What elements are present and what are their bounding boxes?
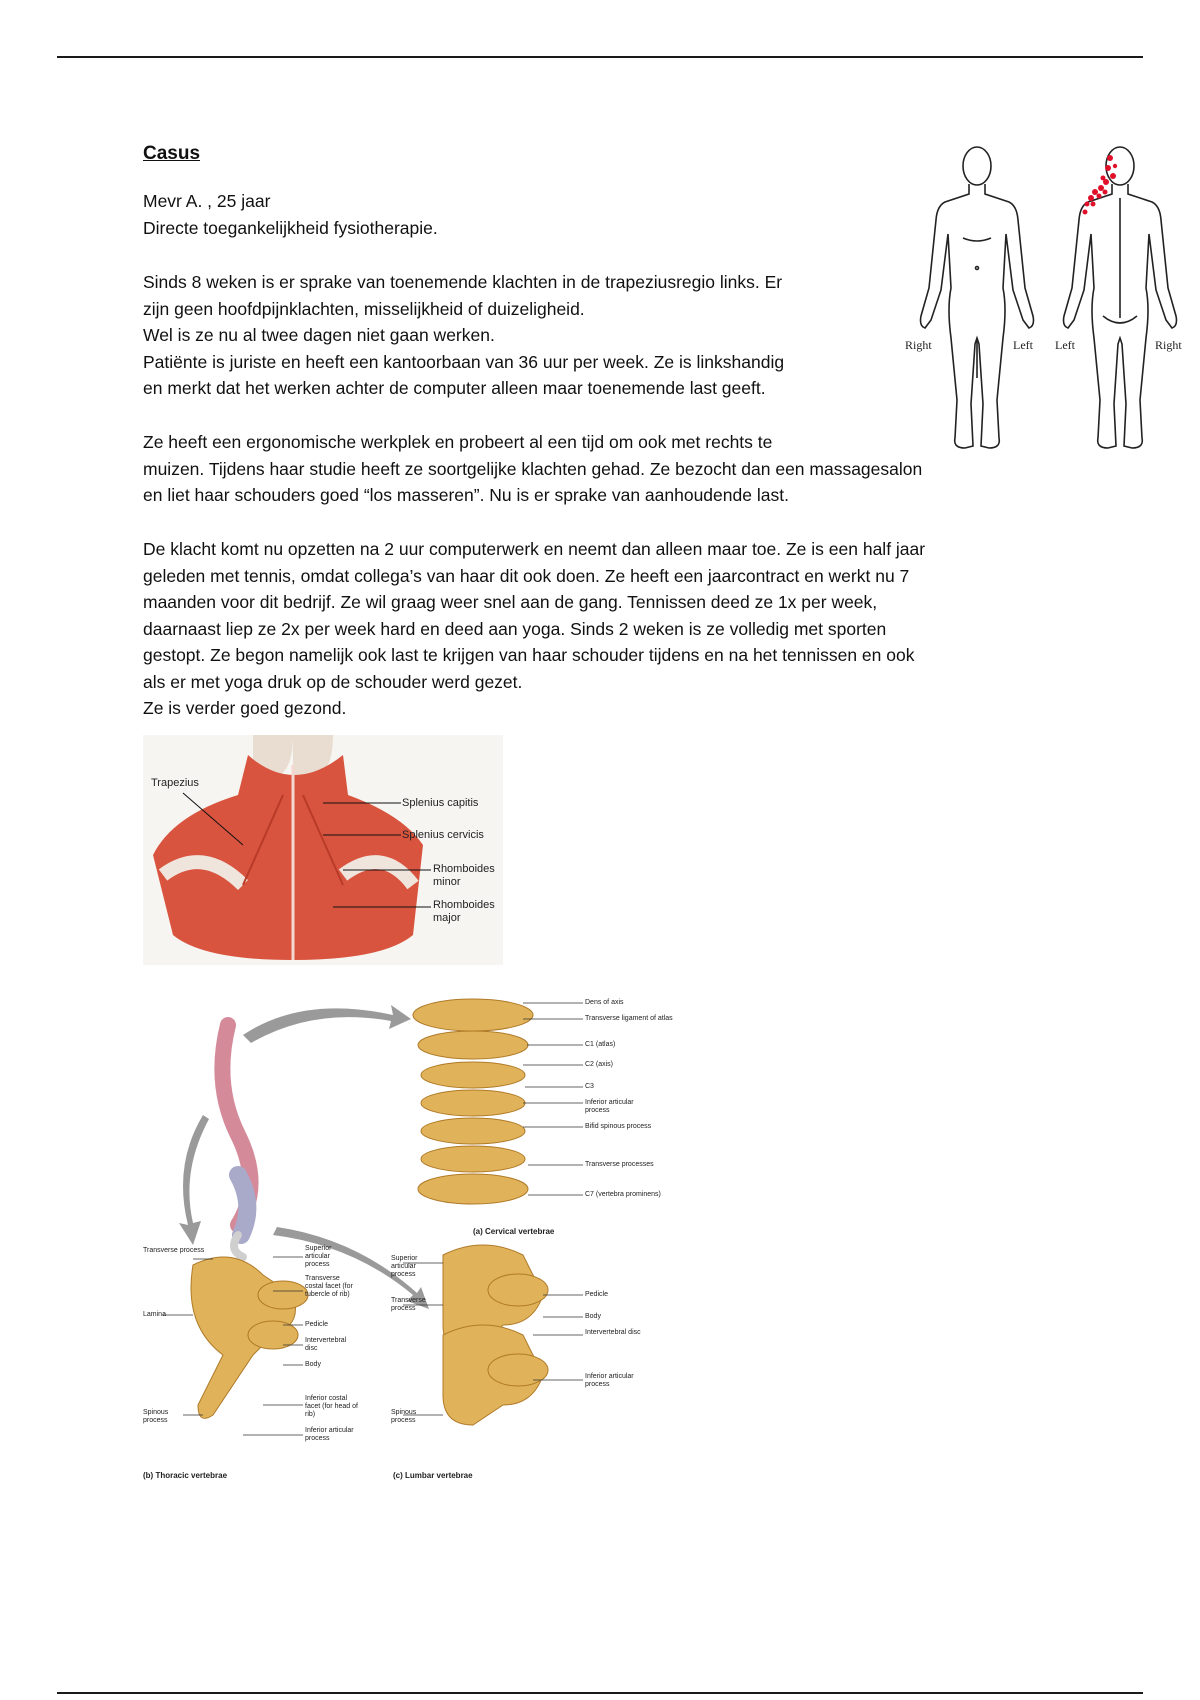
label-thoracic-disc: Intervertebral disc — [305, 1337, 347, 1352]
spine-figure — [143, 995, 693, 1485]
text-line: Ze heeft een ergonomische werkplek en probeert al een tijd om ook met rechts te — [143, 432, 773, 452]
caption-lumbar: (c) Lumbar vertebrae — [393, 1471, 473, 1480]
label-lumbar-spinous: Spinous process — [391, 1409, 417, 1424]
label-transverse-costal: Transverse costal facet (for tubercle of rib) — [305, 1275, 353, 1298]
label-inferior-costal: Inferior costal facet (for head of rib) — [305, 1395, 358, 1418]
patient-info — [143, 188, 438, 241]
label-front-left: Left — [1013, 338, 1033, 352]
patient-line: Mevr A. , 25 jaar — [143, 191, 271, 211]
label-thoracic-superior-articular: Superior articular process — [305, 1245, 332, 1268]
label-lumbar-body: Body — [585, 1313, 601, 1320]
muscle-figure — [143, 735, 503, 965]
label-lumbar-superior-articular: Superior articular process — [391, 1255, 418, 1278]
paragraph-course — [143, 536, 925, 722]
text-line: Ze is verder goed gezond. — [143, 698, 347, 718]
label-bifid: Bifid spinous process — [585, 1123, 652, 1130]
label-thoracic-inferior-articular: Inferior articular process — [305, 1427, 354, 1442]
text-line: Wel is ze nu al twee dagen niet gaan werken. — [143, 325, 495, 345]
label-thoracic-spinous: Spinous process — [143, 1409, 169, 1424]
spine-column — [222, 1025, 250, 1257]
label-cervical-inferior-articular: Inferior articular process — [585, 1099, 634, 1114]
thoracic-vertebrae — [191, 1257, 308, 1418]
caption-thoracic: (b) Thoracic vertebrae — [143, 1471, 228, 1480]
text-line: zijn geen hoofdpijnklachten, misselijkheid of duizeligheid. — [143, 298, 585, 319]
label-lumbar-pedicle: Pedicle — [585, 1291, 608, 1298]
top-rule — [57, 56, 1143, 58]
label-thoracic-pedicle: Pedicle — [305, 1321, 328, 1328]
case-heading: Casus — [143, 143, 201, 164]
text-line: De klacht komt nu opzetten na 2 uur computerwerk en neemt dan alleen maar toe. Ze is een half jaar — [143, 539, 926, 559]
label-c2: C2 (axis) — [585, 1061, 614, 1068]
patient-line: Directe toegankelijkheid fysiotherapie. — [143, 217, 438, 238]
cervical-vertebrae — [413, 999, 533, 1204]
label-thoracic-body: Body — [305, 1361, 321, 1368]
text-line: en liet haar schouders goed “los masseren”. Nu is er sprake van aanhoudende last. — [143, 485, 789, 505]
label-rhomboides-major-2: major — [433, 912, 461, 924]
label-front-right: Right — [905, 338, 932, 352]
label-lumbar-inferior-articular: Inferior articular process — [585, 1373, 634, 1388]
label-lumbar-transverse: Transverse process — [391, 1297, 426, 1312]
label-back-right: Right — [1155, 338, 1182, 352]
lumbar-vertebrae — [443, 1245, 548, 1425]
text-line: maanden voor dit bedrijf. Ze wil graag weer snel aan de gang. Tennissen deed ze 1x per week, — [143, 592, 878, 612]
paragraph-history — [143, 429, 922, 509]
label-c7: C7 (vertebra prominens) — [585, 1191, 661, 1198]
label-cervical-transverse: Transverse processes — [585, 1161, 654, 1168]
label-splenius-capitis: Splenius capitis — [402, 797, 479, 809]
label-c1: C1 (atlas) — [585, 1041, 616, 1048]
label-rhomboides-major: Rhomboides — [433, 899, 495, 911]
muscle-drawing — [143, 735, 503, 965]
label-c3: C3 — [585, 1083, 594, 1090]
caption-cervical: (a) Cervical vertebrae — [473, 1227, 555, 1236]
label-lumbar-disc: Intervertebral disc — [585, 1329, 641, 1336]
text-line: Patiënte is juriste en heeft een kantoorbaan van 36 uur per week. Ze is linkshandig — [143, 351, 785, 372]
label-back-left: Left — [1055, 338, 1075, 352]
label-trapezius: Trapezius — [151, 777, 199, 789]
paragraph-complaint — [143, 269, 784, 402]
text-line: gestopt. Ze begon namelijk ook last te krijgen van haar schouder tijdens en na het tennissen en ook — [143, 645, 915, 665]
text-line: geleden met tennis, omdat collega’s van haar dit ook doen. Ze heeft een jaarcontract en werkt nu 7 — [143, 565, 910, 586]
label-thoracic-transverse: Transverse process — [143, 1247, 205, 1254]
label-transverse-ligament: Transverse ligament of atlas — [585, 1015, 673, 1022]
bottom-rule — [57, 1692, 1143, 1694]
text-line: als er met yoga druk op de schouder werd gezet. — [143, 671, 523, 692]
label-rhomboides-minor: Rhomboides — [433, 863, 495, 875]
text-line: daarnaast liep ze 2x per week hard en deed aan yoga. Sinds 2 weken is ze volledig met sporten — [143, 618, 887, 639]
label-splenius-cervicis: Splenius cervicis — [402, 829, 484, 841]
label-dens: Dens of axis — [585, 999, 624, 1006]
label-rhomboides-minor-2: minor — [433, 876, 461, 888]
text-line: muizen. Tijdens haar studie heeft ze soortgelijke klachten gehad. Ze bezocht dan een massagesalon — [143, 458, 923, 479]
text-line: en merkt dat het werken achter de computer alleen maar toenemende last geeft. — [143, 378, 766, 398]
label-lamina: Lamina — [143, 1311, 166, 1318]
body-chart-figure — [905, 138, 1195, 458]
body-chart-drawing — [905, 138, 1195, 458]
text-line: Sinds 8 weken is er sprake van toenemende klachten in de trapeziusregio links. Er — [143, 272, 783, 292]
